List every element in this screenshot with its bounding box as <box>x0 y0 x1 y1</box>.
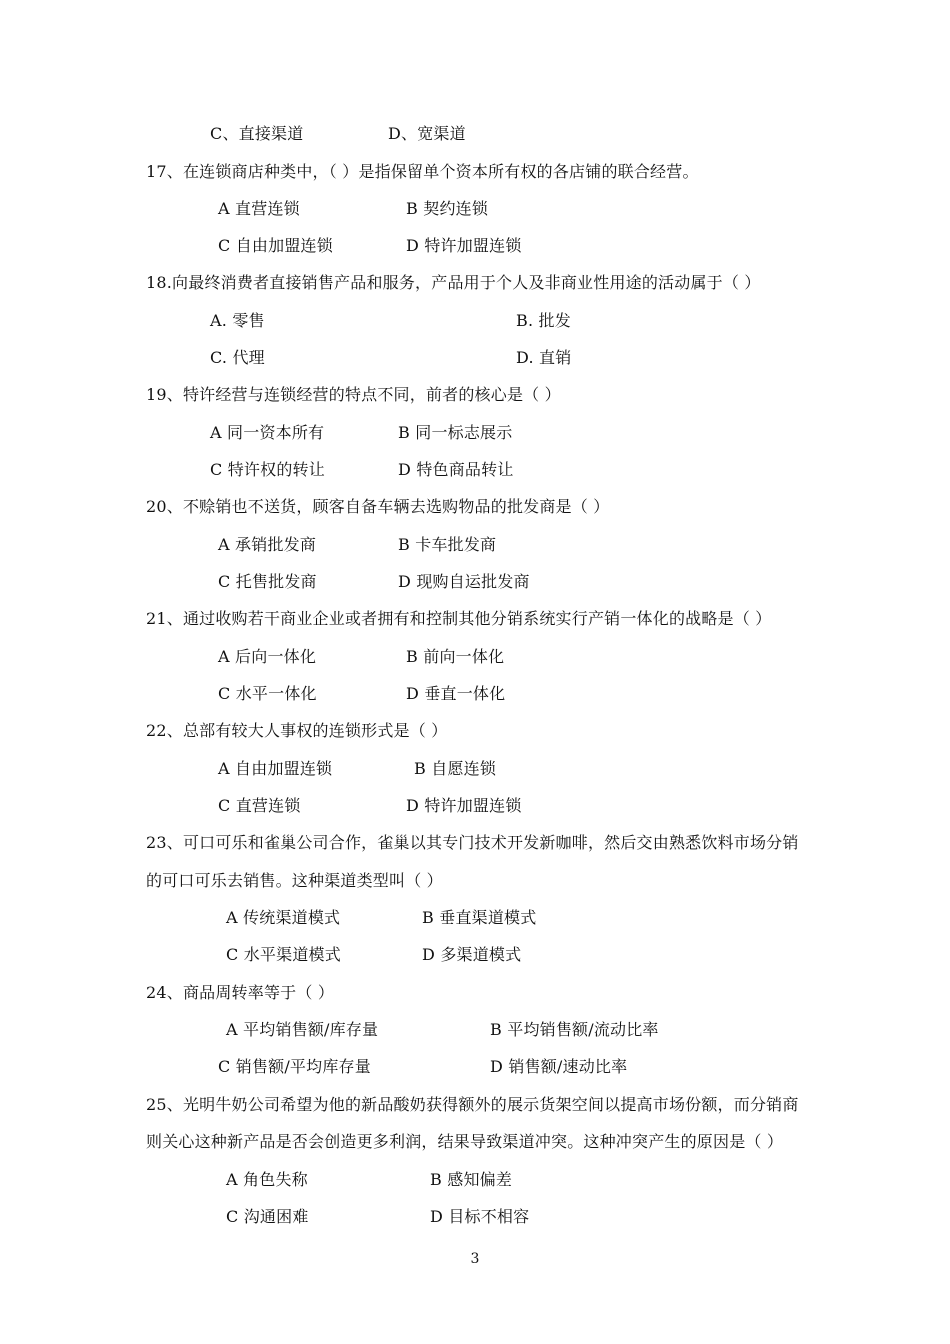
question-text: 23、可口可乐和雀巢公司合作，雀巢以其专门技术开发新咖啡，然后交由熟悉饮料市场分销 <box>146 833 799 852</box>
answer-option: C 自由加盟连锁 <box>218 236 333 255</box>
answer-option: A 角色失称 <box>226 1170 308 1189</box>
question-text: 25、光明牛奶公司希望为他的新品酸奶获得额外的展示货架空间以提高市场份额，而分销商 <box>146 1095 799 1114</box>
answer-option: D 特许加盟连锁 <box>406 796 522 815</box>
question-text: 19、特许经营与连锁经营的特点不同，前者的核心是（ ） <box>146 385 561 404</box>
answer-option: D. 直销 <box>516 348 572 367</box>
answer-option: C 水平渠道模式 <box>226 945 341 964</box>
answer-option: B 自愿连锁 <box>414 759 497 778</box>
question-text: 24、商品周转率等于（ ） <box>146 983 335 1002</box>
question-text: 17、在连锁商店种类中，（ ）是指保留单个资本所有权的各店铺的联合经营。 <box>146 162 699 181</box>
answer-option: C、直接渠道 <box>210 124 304 143</box>
answer-option: A 传统渠道模式 <box>226 908 341 927</box>
answer-option: B 垂直渠道模式 <box>422 908 537 927</box>
answer-option: C. 代理 <box>210 348 265 367</box>
answer-option: D 目标不相容 <box>430 1207 530 1226</box>
answer-option: A. 零售 <box>210 311 265 330</box>
answer-option: B 前向一体化 <box>406 647 505 666</box>
answer-option: A 自由加盟连锁 <box>218 759 333 778</box>
answer-option: C 直营连锁 <box>218 796 301 815</box>
question-text: 的可口可乐去销售。这种渠道类型叫（ ） <box>146 871 443 890</box>
answer-option: B. 批发 <box>516 311 571 330</box>
answer-option: D 垂直一体化 <box>406 684 506 703</box>
answer-option: C 特许权的转让 <box>210 460 325 479</box>
answer-option: B 感知偏差 <box>430 1170 513 1189</box>
answer-option: C 销售额/平均库存量 <box>218 1057 371 1076</box>
answer-option: C 水平一体化 <box>218 684 317 703</box>
question-text: 20、不赊销也不送货，顾客自备车辆去选购物品的批发商是（ ） <box>146 497 610 516</box>
question-text: 18.向最终消费者直接销售产品和服务，产品用于个人及非商业性用途的活动属于（ ） <box>146 273 761 292</box>
answer-option: B 契约连锁 <box>406 199 489 218</box>
answer-option: D 特许加盟连锁 <box>406 236 522 255</box>
question-text: 则关心这种新产品是否会创造更多利润，结果导致渠道冲突。这种冲突产生的原因是（ ） <box>146 1132 784 1151</box>
answer-option: B 平均销售额/流动比率 <box>490 1020 659 1039</box>
answer-option: C 托售批发商 <box>218 572 317 591</box>
answer-option: D 现购自运批发商 <box>398 572 530 591</box>
answer-option: A 承销批发商 <box>218 535 317 554</box>
answer-option: A 后向一体化 <box>218 647 317 666</box>
answer-option: D 多渠道模式 <box>422 945 522 964</box>
answer-option: D 特色商品转让 <box>398 460 514 479</box>
answer-option: A 直营连锁 <box>218 199 300 218</box>
answer-option: A 平均销售额/库存量 <box>226 1020 379 1039</box>
question-text: 22、总部有较大人事权的连锁形式是（ ） <box>146 721 448 740</box>
answer-option: A 同一资本所有 <box>210 423 325 442</box>
answer-option: C 沟通困难 <box>226 1207 309 1226</box>
answer-option: B 同一标志展示 <box>398 423 513 442</box>
answer-option: B 卡车批发商 <box>398 535 497 554</box>
page-number: 3 <box>470 1251 480 1267</box>
answer-option: D 销售额/速动比率 <box>490 1057 628 1076</box>
answer-option: D、宽渠道 <box>388 124 466 143</box>
question-text: 21、通过收购若干商业企业或者拥有和控制其他分销系统实行产销一体化的战略是（ ） <box>146 609 772 628</box>
